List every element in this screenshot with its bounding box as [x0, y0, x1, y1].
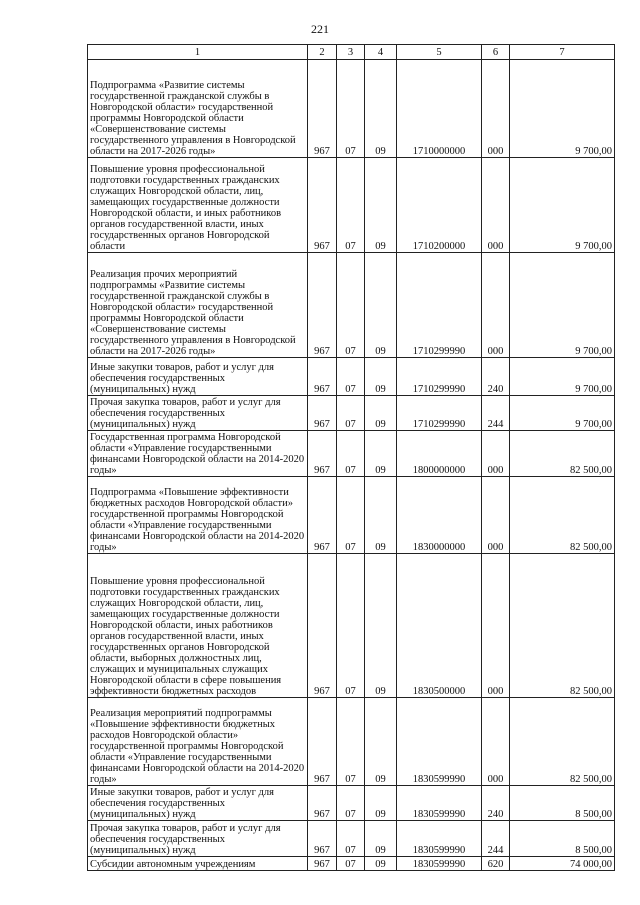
- row-amount: 9 700,00: [510, 60, 615, 158]
- row-code-3: 07: [337, 358, 365, 396]
- row-amount: 82 500,00: [510, 431, 615, 477]
- row-code-5: 1710299990: [397, 358, 482, 396]
- col-header-6: 6: [482, 45, 510, 60]
- row-amount: 82 500,00: [510, 698, 615, 786]
- row-code-3: 07: [337, 821, 365, 857]
- row-code-2: 967: [308, 253, 337, 358]
- row-code-6: 000: [482, 60, 510, 158]
- row-code-5: 1800000000: [397, 431, 482, 477]
- col-header-3: 3: [337, 45, 365, 60]
- row-code-3: 07: [337, 698, 365, 786]
- row-code-5: 1710000000: [397, 60, 482, 158]
- row-code-2: 967: [308, 554, 337, 698]
- row-code-3: 07: [337, 158, 365, 253]
- row-code-6: 000: [482, 477, 510, 554]
- table-row: [88, 358, 615, 396]
- row-description: Прочая закупка товаров, работ и услуг для обеспечения государственных (муниципальных) нужд: [88, 396, 308, 431]
- row-code-5: 1830599990: [397, 821, 482, 857]
- table-row: [88, 60, 615, 158]
- table-row: [88, 821, 615, 857]
- row-code-2: 967: [308, 431, 337, 477]
- row-code-4: 09: [365, 786, 397, 821]
- row-code-5: 1830599990: [397, 857, 482, 871]
- row-code-4: 09: [365, 857, 397, 871]
- table-row: [88, 253, 615, 358]
- row-code-4: 09: [365, 253, 397, 358]
- row-code-5: 1830599990: [397, 698, 482, 786]
- row-code-6: 000: [482, 158, 510, 253]
- table-row: [88, 396, 615, 431]
- row-description: Подпрограмма «Повышение эффективности бюджетных расходов Новгородской области» государственной программы Новгородской области «Управление государственными финансами Новгородской области на 2014-2020 годы»: [88, 477, 308, 554]
- header-row: [88, 45, 615, 60]
- row-code-6: 244: [482, 396, 510, 431]
- row-code-3: 07: [337, 253, 365, 358]
- col-header-4: 4: [365, 45, 397, 60]
- row-amount: 82 500,00: [510, 477, 615, 554]
- row-code-2: 967: [308, 821, 337, 857]
- row-code-5: 1710299990: [397, 396, 482, 431]
- row-code-5: 1710299990: [397, 253, 482, 358]
- row-amount: 82 500,00: [510, 554, 615, 698]
- row-code-2: 967: [308, 857, 337, 871]
- row-amount: 9 700,00: [510, 358, 615, 396]
- row-description: Повышение уровня профессиональной подготовки государственных гражданских служащих Новгородской области, лиц, замещающих государственные должности Новгородской области, и иных работников органов государственной власти, иных государственных органов Новгородской области: [88, 158, 308, 253]
- row-code-2: 967: [308, 158, 337, 253]
- row-amount: 8 500,00: [510, 821, 615, 857]
- row-code-2: 967: [308, 786, 337, 821]
- row-code-6: 000: [482, 554, 510, 698]
- col-header-5: 5: [397, 45, 482, 60]
- row-code-5: 1830500000: [397, 554, 482, 698]
- row-description: Иные закупки товаров, работ и услуг для обеспечения государственных (муниципальных) нужд: [88, 786, 308, 821]
- row-amount: 9 700,00: [510, 158, 615, 253]
- row-code-4: 09: [365, 477, 397, 554]
- row-code-5: 1830599990: [397, 786, 482, 821]
- row-description: Субсидии автономным учреждениям: [88, 857, 308, 871]
- row-description: Иные закупки товаров, работ и услуг для обеспечения государственных (муниципальных) нужд: [88, 358, 308, 396]
- budget-table: [87, 44, 615, 871]
- row-description: Подпрограмма «Развитие системы государственной гражданской службы в Новгородской области» государственной программы Новгородской области «Совершенствование системы государственного управления в Новгородской области на 2017-2026 годы»: [88, 60, 308, 158]
- col-header-7: 7: [510, 45, 615, 60]
- row-code-4: 09: [365, 554, 397, 698]
- row-code-6: 000: [482, 698, 510, 786]
- table-row: [88, 477, 615, 554]
- row-code-4: 09: [365, 358, 397, 396]
- row-amount: 74 000,00: [510, 857, 615, 871]
- col-header-2: 2: [308, 45, 337, 60]
- row-code-4: 09: [365, 60, 397, 158]
- row-code-6: 240: [482, 358, 510, 396]
- row-code-3: 07: [337, 554, 365, 698]
- row-amount: 9 700,00: [510, 253, 615, 358]
- table-row: [88, 431, 615, 477]
- row-description: Повышение уровня профессиональной подготовки государственных гражданских служащих Новгородской области, лиц, замещающих государственные должности Новгородской области, иных работников органов государственной власти, иных государственных органов Новгородской области, выборных должностных лиц, служащих и муниципальных служащих Новгородской области в сфере повышения эффективности бюджетных расходов: [88, 554, 308, 698]
- row-code-2: 967: [308, 396, 337, 431]
- table-row: [88, 698, 615, 786]
- row-code-3: 07: [337, 477, 365, 554]
- row-code-4: 09: [365, 396, 397, 431]
- row-code-4: 09: [365, 431, 397, 477]
- row-code-6: 000: [482, 253, 510, 358]
- row-code-4: 09: [365, 698, 397, 786]
- page-number: 221: [311, 22, 329, 36]
- row-code-3: 07: [337, 431, 365, 477]
- row-code-2: 967: [308, 477, 337, 554]
- row-code-6: 620: [482, 857, 510, 871]
- row-description: Государственная программа Новгородской области «Управление государственными финансами Новгородской области на 2014-2020 годы»: [88, 431, 308, 477]
- col-header-1: 1: [88, 45, 308, 60]
- row-code-2: 967: [308, 60, 337, 158]
- row-amount: 9 700,00: [510, 396, 615, 431]
- row-code-3: 07: [337, 396, 365, 431]
- row-code-3: 07: [337, 786, 365, 821]
- row-code-5: 1710200000: [397, 158, 482, 253]
- row-code-6: 000: [482, 431, 510, 477]
- row-code-6: 244: [482, 821, 510, 857]
- row-description: Реализация прочих мероприятий подпрограммы «Развитие системы государственной гражданской службы в Новгородской области» государственной программы Новгородской области «Совершенствование системы государственного управления в Новгородской области на 2017-2026 годы»: [88, 253, 308, 358]
- row-code-4: 09: [365, 821, 397, 857]
- table-row: [88, 158, 615, 253]
- row-code-3: 07: [337, 857, 365, 871]
- row-amount: 8 500,00: [510, 786, 615, 821]
- row-code-5: 1830000000: [397, 477, 482, 554]
- row-code-4: 09: [365, 158, 397, 253]
- row-code-3: 07: [337, 60, 365, 158]
- row-code-2: 967: [308, 358, 337, 396]
- table-row: [88, 786, 615, 821]
- row-description: Прочая закупка товаров, работ и услуг для обеспечения государственных (муниципальных) нужд: [88, 821, 308, 857]
- row-description: Реализация мероприятий подпрограммы «Повышение эффективности бюджетных расходов Новгородской области» государственной программы Новгородской области «Управление государственными финансами Новгородской области на 2014-2020 годы»: [88, 698, 308, 786]
- table-row: [88, 857, 615, 871]
- table-row: [88, 554, 615, 698]
- row-code-6: 240: [482, 786, 510, 821]
- row-code-2: 967: [308, 698, 337, 786]
